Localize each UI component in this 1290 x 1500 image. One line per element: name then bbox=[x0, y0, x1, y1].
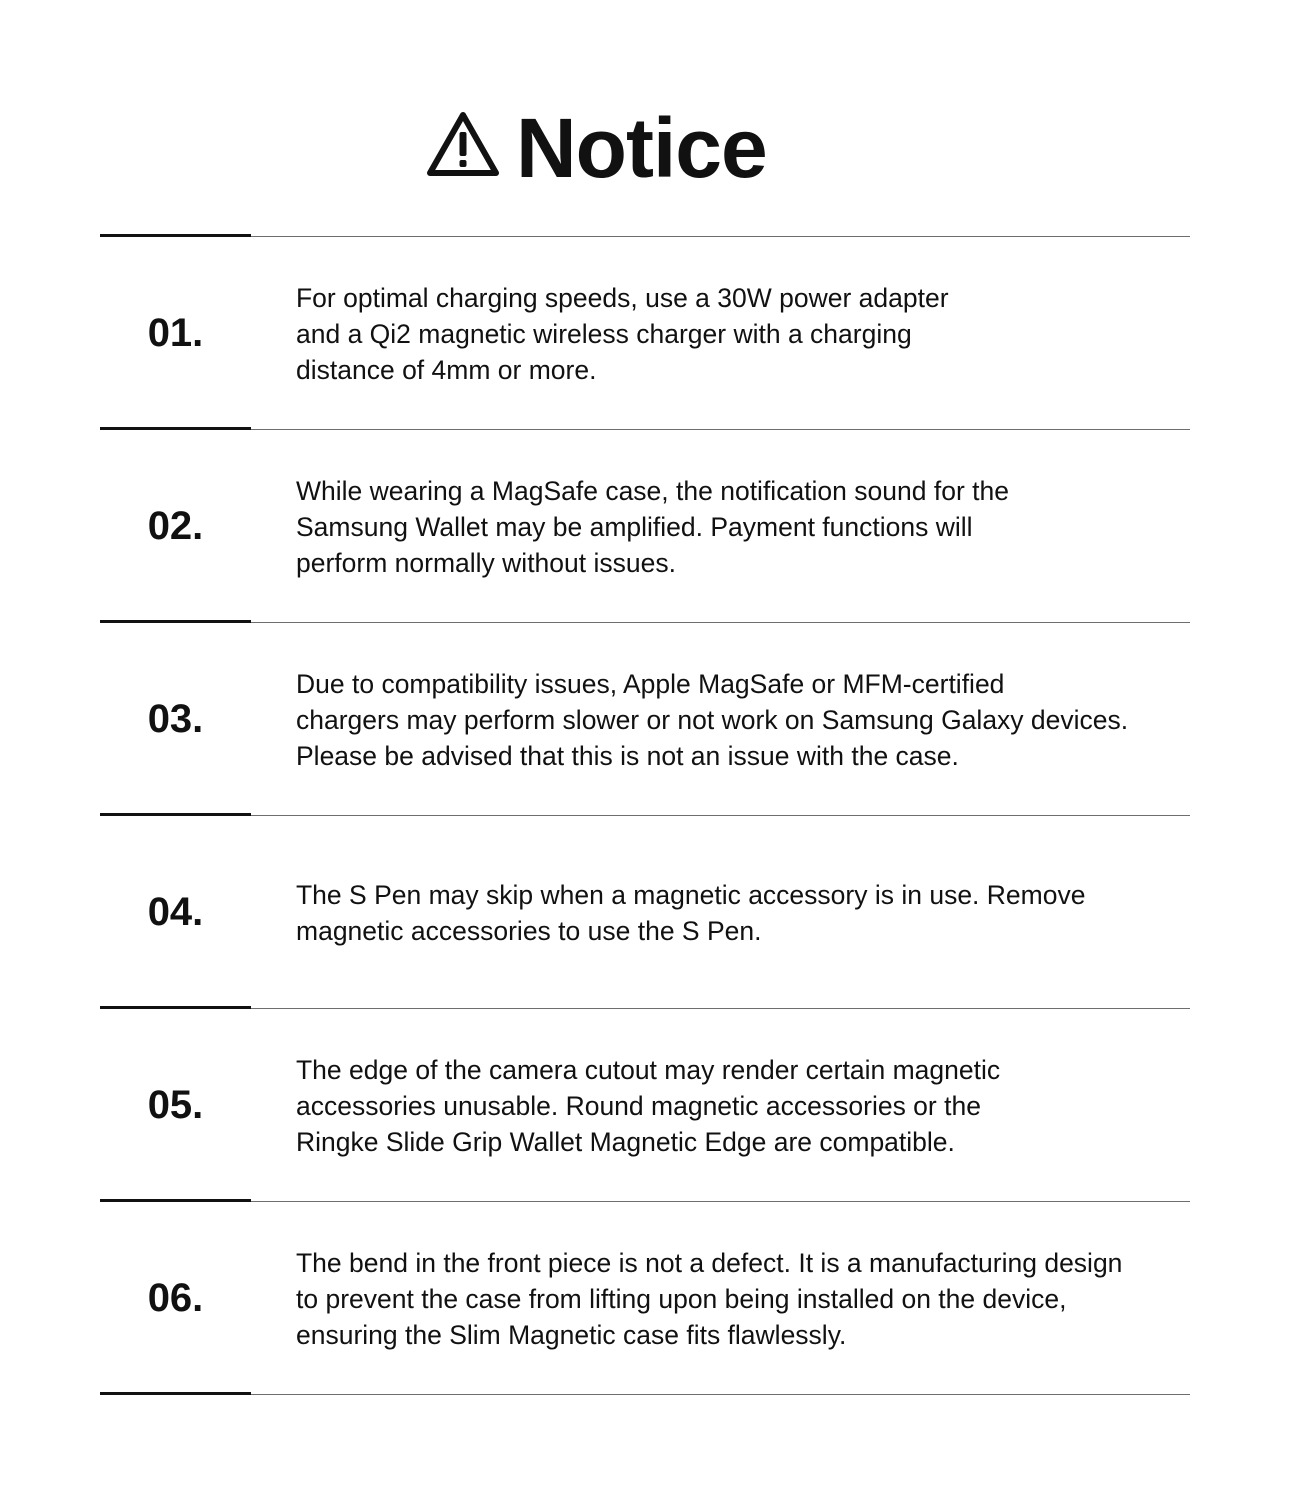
item-text: The bend in the front piece is not a defect. It is a manufacturing design to prevent the case from lifting upon being installed on the device, ensuring the Slim Magnetic case fits flawlessly. bbox=[296, 1247, 1123, 1350]
item-number: 04. bbox=[147, 890, 204, 934]
item-text: The edge of the camera cutout may render certain magnetic accessories unusable. Round magnetic accessories or the Ringke Slide Grip Wallet Magnetic Edge are compatible. bbox=[296, 1054, 1001, 1157]
item-number: 06. bbox=[147, 1276, 204, 1320]
notice-item bbox=[100, 622, 1190, 815]
notice-list bbox=[100, 236, 1190, 1395]
notice-item bbox=[100, 1201, 1190, 1394]
page-title: Notice bbox=[516, 101, 767, 195]
warning-triangle-icon bbox=[426, 110, 500, 178]
item-number: 03. bbox=[147, 697, 204, 741]
notice-item bbox=[100, 236, 1190, 429]
item-text: While wearing a MagSafe case, the notification sound for the Samsung Wallet may be amplified. Payment functions will perform normally without issues. bbox=[296, 475, 1009, 578]
notice-item bbox=[100, 1008, 1190, 1201]
notice-item bbox=[100, 429, 1190, 622]
notice-item bbox=[100, 815, 1190, 1008]
notice-header bbox=[0, 100, 1290, 200]
item-number: 02. bbox=[147, 504, 204, 548]
item-text: Due to compatibility issues, Apple MagSafe or MFM-certified chargers may perform slower or not work on Samsung Galaxy devices. Please be advised that this is not an issue with the case. bbox=[296, 668, 1129, 771]
item-text: For optimal charging speeds, use a 30W power adapter and a Qi2 magnetic wireless charger with a charging distance of 4mm or more. bbox=[296, 282, 949, 385]
item-text: The S Pen may skip when a magnetic accessory is in use. Remove magnetic accessories to use the S Pen. bbox=[296, 879, 1086, 946]
item-number: 05. bbox=[147, 1083, 204, 1127]
bottom-divider bbox=[100, 1394, 1190, 1395]
item-number: 01. bbox=[147, 311, 204, 355]
